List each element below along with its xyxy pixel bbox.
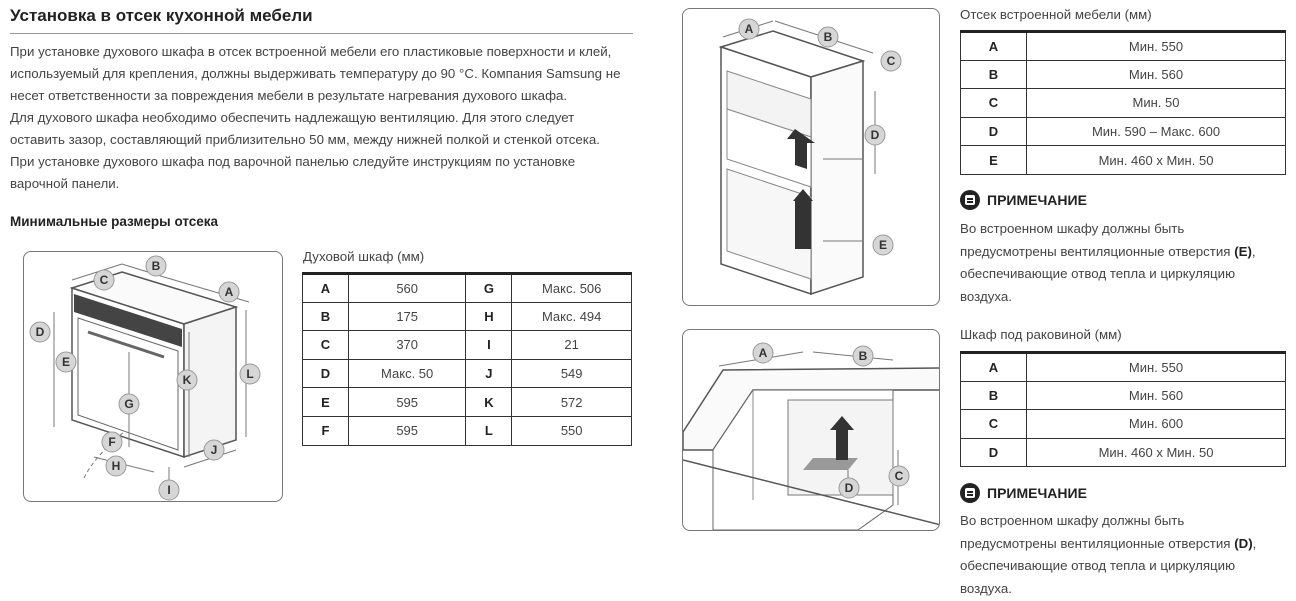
value-cell: Макс. 494 [512,302,632,331]
intro-line: варочной панели. [10,176,120,191]
table-row [961,117,1286,146]
svg-text:B: B [823,30,833,44]
key-cell: B [303,302,349,331]
oven-label-g [119,394,139,414]
key-cell: B [961,381,1027,410]
key-cell: D [303,359,349,388]
oven-diagram [23,251,283,502]
table-row [303,302,632,331]
table-row [961,146,1286,175]
svg-text:A: A [758,346,768,360]
intro-line: При установке духового шкафа в отсек встроенной мебели его пластиковые поверхности и клей, [10,44,612,59]
value-cell: 572 [512,388,632,417]
sink-diagram [682,329,940,531]
sink-dimensions-table [960,351,1286,467]
cabinet-table-caption: Отсек встроенной мебели (мм) [960,7,1152,22]
key-cell: K [466,388,512,417]
cabinet-note-heading [960,190,1087,210]
sink-label-a [753,343,773,363]
oven-label-k [177,370,197,390]
intro-line: Для духового шкафа необходимо обеспечить надлежащую вентиляцию. Для этого следует [10,110,575,125]
svg-text:B: B [151,259,161,273]
value-cell: Мин. 50 [1027,89,1286,118]
key-cell: L [466,416,512,445]
oven-label-l [240,364,260,384]
key-cell: A [303,274,349,303]
svg-text:L: L [246,367,254,381]
value-cell: 370 [348,331,466,360]
value-cell: Мин. 460 x Мин. 50 [1027,438,1286,467]
intro-line: оставить зазор, составляющий приблизительно 50 мм, между нижней полкой и стенкой отсека. [10,132,601,147]
svg-text:J: J [210,443,218,457]
oven-label-f [102,432,122,452]
key-cell: I [466,331,512,360]
note-line: Во встроенном шкафу должны быть [960,513,1185,528]
note-title: ПРИМЕЧАНИЕ [987,192,1087,208]
value-cell: Мин. 590 – Макс. 600 [1027,117,1286,146]
value-cell: 175 [348,302,466,331]
cabinet-label-c [881,51,901,71]
oven-label-e [56,352,76,372]
intro-text [10,41,640,195]
cabinet-note-text [960,218,1290,308]
intro-line: несет ответственности за повреждения мебели в результате нагревания духового шкафа. [10,88,568,103]
svg-text:D: D [35,325,45,339]
section-subtitle: Минимальные размеры отсека [10,214,219,229]
note-line: предусмотрены вентиляционные отверстия (E), [960,243,1256,259]
svg-text:K: K [182,373,192,387]
table-row [961,89,1286,118]
cabinet-label-a [739,19,759,39]
table-row [961,32,1286,61]
table-row [303,331,632,360]
key-cell: A [961,32,1027,61]
svg-text:B: B [858,349,868,363]
oven-label-d [30,322,50,342]
svg-text:F: F [108,435,116,449]
oven-label-h [106,456,126,476]
value-cell: Мин. 560 [1027,60,1286,89]
svg-text:D: D [870,128,880,142]
key-cell: E [303,388,349,417]
cabinet-dimensions-table [960,30,1286,175]
key-cell: C [961,410,1027,439]
sink-note-heading [960,483,1087,503]
table-row [303,359,632,388]
oven-drawing [24,252,283,502]
svg-text:C: C [894,469,904,483]
svg-text:H: H [111,459,121,473]
key-cell: A [961,353,1027,382]
svg-text:D: D [844,481,854,495]
note-icon [960,483,980,503]
sink-label-d [839,478,859,498]
svg-text:C: C [99,273,109,287]
value-cell: Мин. 600 [1027,410,1286,439]
intro-line: При установке духового шкафа под варочной панелью следуйте инструкциям по установке [10,154,576,169]
oven-label-i [159,480,179,500]
note-line: обеспечивающие отвод тепла и циркуляцию [960,266,1236,281]
svg-text:E: E [878,238,888,252]
value-cell: 560 [348,274,466,303]
oven-table-caption: Духовой шкаф (мм) [303,249,425,264]
value-cell: 549 [512,359,632,388]
svg-text:A: A [224,285,234,299]
table-row [961,438,1286,467]
intro-line: используемый для крепления, должны выдерживать температуру до 90 °C. Компания Samsung не [10,66,621,81]
key-cell: F [303,416,349,445]
value-cell: 21 [512,331,632,360]
sink-drawing [683,330,940,531]
note-line: Во встроенном шкафу должны быть [960,221,1185,236]
note-line: воздуха. [960,288,1012,304]
sink-note-text [960,510,1290,600]
value-cell: Макс. 506 [512,274,632,303]
title-divider [10,33,633,34]
oven-label-c [94,270,114,290]
key-cell: C [303,331,349,360]
table-row [303,274,632,303]
key-cell: D [961,438,1027,467]
note-line: обеспечивающие отвод тепла и циркуляцию [960,558,1236,573]
table-row [961,381,1286,410]
key-cell: J [466,359,512,388]
svg-text:E: E [61,355,71,369]
cabinet-drawing [683,9,940,306]
note-title: ПРИМЕЧАНИЕ [987,485,1087,501]
value-cell: 550 [512,416,632,445]
note-icon [960,190,980,210]
cabinet-label-d [865,125,885,145]
cabinet-label-e [873,235,893,255]
key-cell: E [961,146,1027,175]
svg-text:I: I [167,483,171,497]
page-title: Установка в отсек кухонной мебели [10,6,313,25]
sink-label-b [853,346,873,366]
value-cell: Мин. 550 [1027,32,1286,61]
cabinet-label-b [818,27,838,47]
svg-text:A: A [744,22,754,36]
value-cell: 595 [348,388,466,417]
value-cell: Мин. 550 [1027,353,1286,382]
value-cell: Мин. 460 x Мин. 50 [1027,146,1286,175]
note-line: воздуха. [960,580,1012,596]
value-cell: Мин. 560 [1027,381,1286,410]
key-cell: D [961,117,1027,146]
svg-text:C: C [886,54,896,68]
key-cell: H [466,302,512,331]
value-cell: Макс. 50 [348,359,466,388]
key-cell: G [466,274,512,303]
key-cell: B [961,60,1027,89]
table-row [303,416,632,445]
note-line: предусмотрены вентиляционные отверстия (D), [960,535,1257,551]
svg-text:G: G [124,397,134,411]
sink-table-caption: Шкаф под раковиной (мм) [960,327,1122,342]
oven-label-j [204,440,224,460]
oven-dimensions-table [302,272,632,446]
oven-label-a [219,282,239,302]
oven-label-b [146,256,166,276]
table-row [961,353,1286,382]
table-row [961,410,1286,439]
cabinet-diagram [682,8,940,306]
table-row [961,60,1286,89]
table-row [303,388,632,417]
sink-label-c [889,466,909,486]
value-cell: 595 [348,416,466,445]
key-cell: C [961,89,1027,118]
